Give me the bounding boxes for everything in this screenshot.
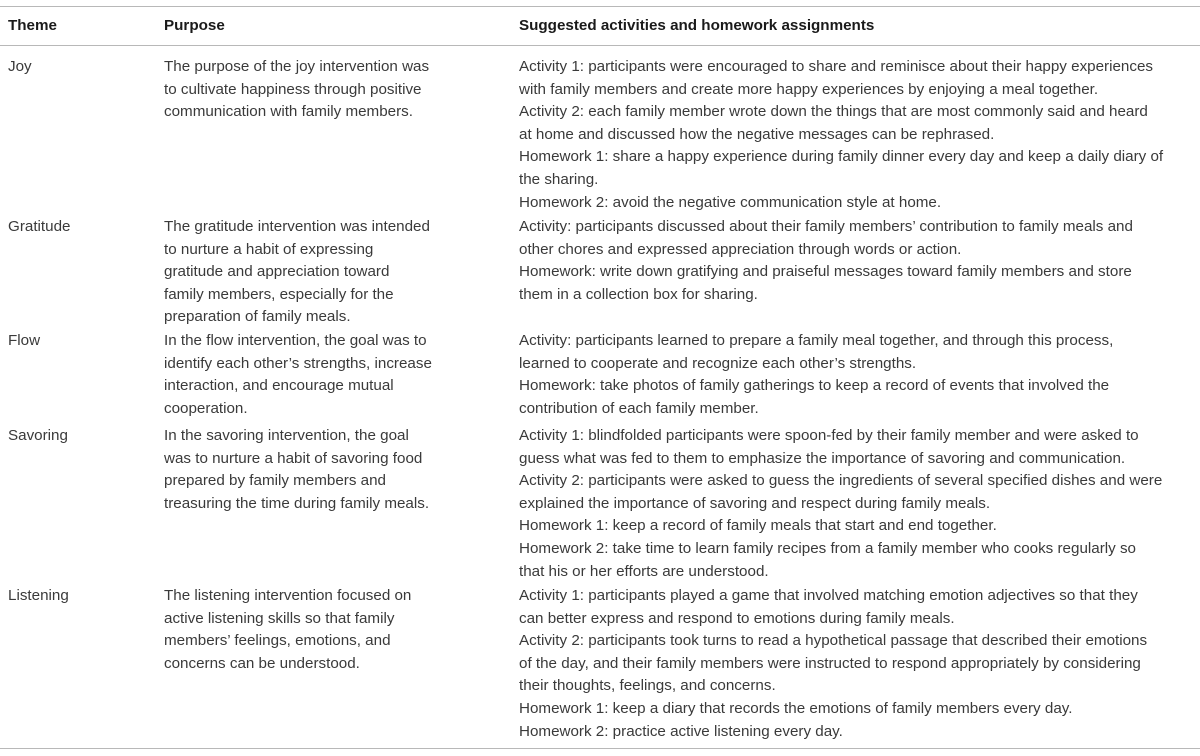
purpose-cell	[164, 330, 474, 420]
activity-line: Activity 2: each family member wrote down the things that are most commonly said and heard	[519, 103, 1148, 121]
theme-cell: Gratitude	[8, 218, 71, 235]
purpose-line: members’ feelings, emotions, and	[164, 632, 391, 650]
purpose-line: gratitude and appreciation toward	[164, 263, 390, 281]
theme-cell: Flow	[8, 332, 41, 349]
activity-line: explained the importance of savoring and respect during family meals.	[519, 494, 991, 512]
theme-cell: Savoring	[8, 427, 68, 444]
activity-line: Homework: take photos of family gatherings to keep a record of events that involved the	[519, 377, 1110, 395]
activity-line: their thoughts, feelings, and concerns.	[519, 677, 776, 695]
header-purpose: Purpose	[164, 17, 225, 34]
table-top-rule	[0, 6, 1200, 7]
theme-cell: Joy	[8, 58, 32, 75]
purpose-line: In the flow intervention, the goal was to	[164, 332, 427, 349]
activity-line: Homework 2: take time to learn family recipes from a family member who cooks regularly so	[519, 539, 1136, 557]
activity-line: that his or her efforts are understood.	[519, 562, 769, 580]
purpose-line: The purpose of the joy intervention was	[164, 58, 430, 75]
purpose-line: interaction, and encourage mutual	[164, 377, 394, 395]
purpose-cell	[164, 425, 474, 515]
purpose-cell	[164, 56, 474, 124]
table-bottom-rule	[0, 748, 1200, 749]
activity-line: them in a collection box for sharing.	[519, 285, 758, 303]
table-header-rule	[0, 45, 1200, 46]
purpose-line: family members, especially for the	[164, 285, 394, 303]
activity-line: Activity 1: participants played a game that involved matching emotion adjectives so that they	[519, 587, 1138, 604]
activity-line: Homework 1: keep a record of family meals that start and end together.	[519, 517, 997, 535]
header-theme: Theme	[8, 17, 57, 34]
purpose-line: The listening intervention focused on	[164, 587, 412, 604]
activity-line: with family members and create more happy experiences by enjoying a meal together.	[519, 80, 1099, 98]
activity-line: Activity 1: participants were encouraged to share and reminisce about their happy experiences	[519, 58, 1154, 75]
purpose-line: treasuring the time during family meals.	[164, 494, 430, 512]
activity-line: Homework: write down gratifying and praiseful messages toward family members and store	[519, 263, 1132, 281]
purpose-cell	[164, 216, 474, 329]
activity-line: of the day, and their family members were instructed to respond appropriately by considering	[519, 654, 1141, 672]
activity-line: Homework 2: avoid the negative communication style at home.	[519, 193, 942, 211]
purpose-line: was to nurture a habit of savoring food	[164, 449, 423, 467]
purpose-line: In the savoring intervention, the goal	[164, 427, 409, 444]
activity-line: at home and discussed how the negative messages can be rephrased.	[519, 125, 995, 143]
activity-line: Homework 2: practice active listening every day.	[519, 722, 843, 740]
activity-line: Activity 1: blindfolded participants were spoon-fed by their family member and were asked to	[519, 427, 1139, 444]
activities-cell	[519, 330, 1199, 420]
theme-cell: Listening	[8, 587, 69, 604]
activity-line: the sharing.	[519, 170, 599, 188]
activities-cell	[519, 425, 1199, 583]
activity-line: Activity 2: participants took turns to read a hypothetical passage that described their emotions	[519, 632, 1148, 650]
activity-line: Activity 2: participants were asked to guess the ingredients of several specified dishes and were	[519, 472, 1163, 490]
activity-line: Homework 1: keep a diary that records the emotions of family members every day.	[519, 699, 1073, 717]
purpose-line: The gratitude intervention was intended	[164, 218, 430, 235]
activity-line: contribution of each family member.	[519, 399, 759, 417]
purpose-line: prepared by family members and	[164, 472, 387, 490]
activities-cell	[519, 216, 1199, 306]
activities-cell	[519, 56, 1199, 214]
activity-line: guess what was fed to them to emphasize the importance of savoring and communication.	[519, 449, 1126, 467]
activity-line: other chores and expressed appreciation through words or action.	[519, 240, 962, 258]
activities-cell	[519, 585, 1199, 743]
activity-line: Activity: participants learned to prepare a family meal together, and through this process,	[519, 332, 1114, 349]
activity-line: Activity: participants discussed about their family members’ contribution to family meals and	[519, 218, 1133, 235]
purpose-line: communication with family members.	[164, 103, 413, 121]
purpose-line: concerns can be understood.	[164, 654, 360, 672]
purpose-line: preparation of family meals.	[164, 308, 351, 326]
purpose-cell	[164, 585, 474, 675]
purpose-line: identify each other’s strengths, increase	[164, 354, 432, 372]
purpose-line: active listening skills so that family	[164, 609, 395, 627]
purpose-line: to nurture a habit of expressing	[164, 240, 374, 258]
activity-line: can better express and respond to emotions during family meals.	[519, 609, 955, 627]
activity-line: learned to cooperate and recognize each other’s strengths.	[519, 354, 917, 372]
header-activities: Suggested activities and homework assignments	[519, 17, 875, 34]
purpose-line: to cultivate happiness through positive	[164, 80, 422, 98]
activity-line: Homework 1: share a happy experience during family dinner every day and keep a daily diary of	[519, 148, 1164, 166]
purpose-line: cooperation.	[164, 399, 248, 417]
